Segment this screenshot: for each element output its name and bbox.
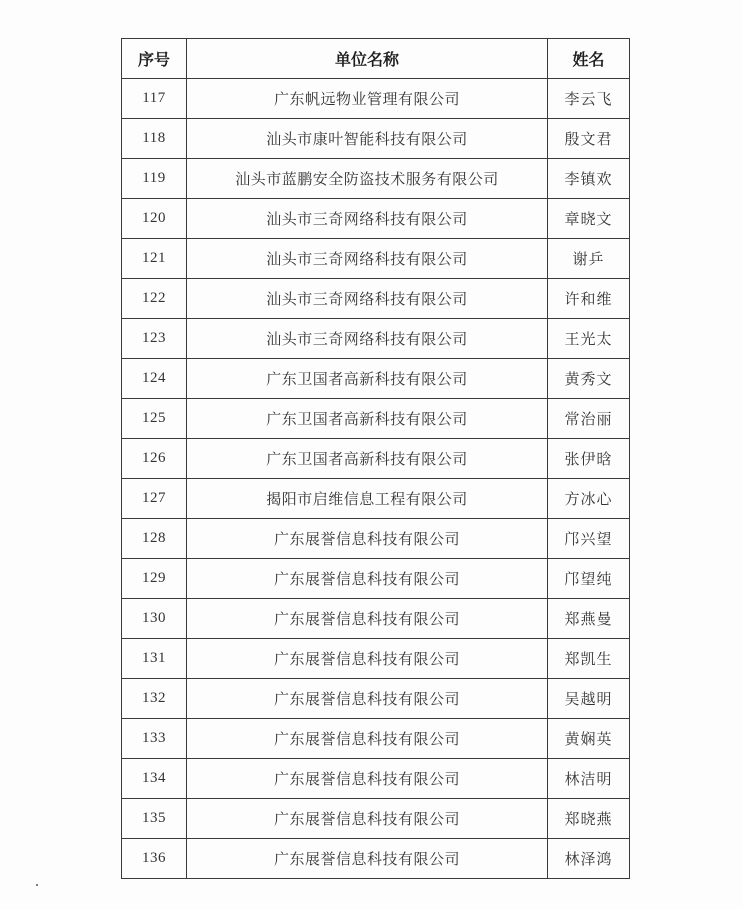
- row-person-name: 李镇欢: [548, 159, 630, 199]
- row-number: 131: [122, 639, 187, 679]
- row-number: 135: [122, 799, 187, 839]
- table-row: [122, 479, 630, 519]
- row-person-name: 郑晓燕: [548, 799, 630, 839]
- table-row: [122, 439, 630, 479]
- row-number: 117: [122, 79, 187, 119]
- table-row: [122, 799, 630, 839]
- row-organization: 广东展誉信息科技有限公司: [187, 639, 548, 679]
- header-name: 姓名: [548, 39, 630, 79]
- row-person-name: 黄娴英: [548, 719, 630, 759]
- row-number: 129: [122, 559, 187, 599]
- row-number: 127: [122, 479, 187, 519]
- row-number: 136: [122, 839, 187, 879]
- table-row: [122, 199, 630, 239]
- row-number: 126: [122, 439, 187, 479]
- row-person-name: 林泽鸿: [548, 839, 630, 879]
- row-number: 132: [122, 679, 187, 719]
- header-organization: 单位名称: [187, 39, 548, 79]
- row-number: 120: [122, 199, 187, 239]
- row-organization: 广东展誉信息科技有限公司: [187, 839, 548, 879]
- row-organization: 广东卫国者高新科技有限公司: [187, 439, 548, 479]
- row-person-name: 常治丽: [548, 399, 630, 439]
- table-row: [122, 159, 630, 199]
- row-number: 122: [122, 279, 187, 319]
- row-person-name: 林洁明: [548, 759, 630, 799]
- header-row: [122, 39, 630, 79]
- table-row: [122, 359, 630, 399]
- row-person-name: 殷文君: [548, 119, 630, 159]
- table-row: [122, 239, 630, 279]
- row-organization: 广东展誉信息科技有限公司: [187, 799, 548, 839]
- row-organization: 汕头市三奇网络科技有限公司: [187, 199, 548, 239]
- row-number: 128: [122, 519, 187, 559]
- row-person-name: 王光太: [548, 319, 630, 359]
- table-row: [122, 839, 630, 879]
- row-person-name: 谢乒: [548, 239, 630, 279]
- table-row: [122, 759, 630, 799]
- header-number: 序号: [122, 39, 187, 79]
- row-person-name: 邝望纯: [548, 559, 630, 599]
- row-organization: 揭阳市启维信息工程有限公司: [187, 479, 548, 519]
- row-person-name: 郑燕曼: [548, 599, 630, 639]
- table-row: [122, 719, 630, 759]
- row-organization: 汕头市三奇网络科技有限公司: [187, 279, 548, 319]
- table-row: [122, 399, 630, 439]
- row-person-name: 邝兴望: [548, 519, 630, 559]
- table-row: [122, 79, 630, 119]
- row-number: 125: [122, 399, 187, 439]
- scan-speck: [36, 884, 38, 886]
- row-number: 130: [122, 599, 187, 639]
- row-organization: 广东展誉信息科技有限公司: [187, 559, 548, 599]
- table-row: [122, 599, 630, 639]
- row-organization: 汕头市三奇网络科技有限公司: [187, 319, 548, 359]
- row-organization: 广东展誉信息科技有限公司: [187, 599, 548, 639]
- table-row: [122, 679, 630, 719]
- table-row: [122, 119, 630, 159]
- table-row: [122, 639, 630, 679]
- row-number: 134: [122, 759, 187, 799]
- row-person-name: 张伊晗: [548, 439, 630, 479]
- table-row: [122, 319, 630, 359]
- row-person-name: 吴越明: [548, 679, 630, 719]
- row-number: 123: [122, 319, 187, 359]
- row-number: 119: [122, 159, 187, 199]
- row-person-name: 郑凯生: [548, 639, 630, 679]
- row-organization: 汕头市蓝鹏安全防盗技术服务有限公司: [187, 159, 548, 199]
- row-organization: 广东卫国者高新科技有限公司: [187, 399, 548, 439]
- row-number: 121: [122, 239, 187, 279]
- row-person-name: 李云飞: [548, 79, 630, 119]
- row-person-name: 黄秀文: [548, 359, 630, 399]
- row-organization: 广东展誉信息科技有限公司: [187, 759, 548, 799]
- row-organization: 汕头市三奇网络科技有限公司: [187, 239, 548, 279]
- row-organization: 汕头市康叶智能科技有限公司: [187, 119, 548, 159]
- row-organization: 广东展誉信息科技有限公司: [187, 679, 548, 719]
- personnel-table: [121, 38, 630, 879]
- table-row: [122, 519, 630, 559]
- row-organization: 广东展誉信息科技有限公司: [187, 719, 548, 759]
- row-person-name: 章晓文: [548, 199, 630, 239]
- row-number: 118: [122, 119, 187, 159]
- table-body: [122, 79, 630, 879]
- table-header: [122, 39, 630, 79]
- table-row: [122, 279, 630, 319]
- row-organization: 广东展誉信息科技有限公司: [187, 519, 548, 559]
- row-number: 124: [122, 359, 187, 399]
- row-person-name: 方冰心: [548, 479, 630, 519]
- row-organization: 广东帆远物业管理有限公司: [187, 79, 548, 119]
- row-person-name: 许和维: [548, 279, 630, 319]
- table-row: [122, 559, 630, 599]
- row-organization: 广东卫国者高新科技有限公司: [187, 359, 548, 399]
- row-number: 133: [122, 719, 187, 759]
